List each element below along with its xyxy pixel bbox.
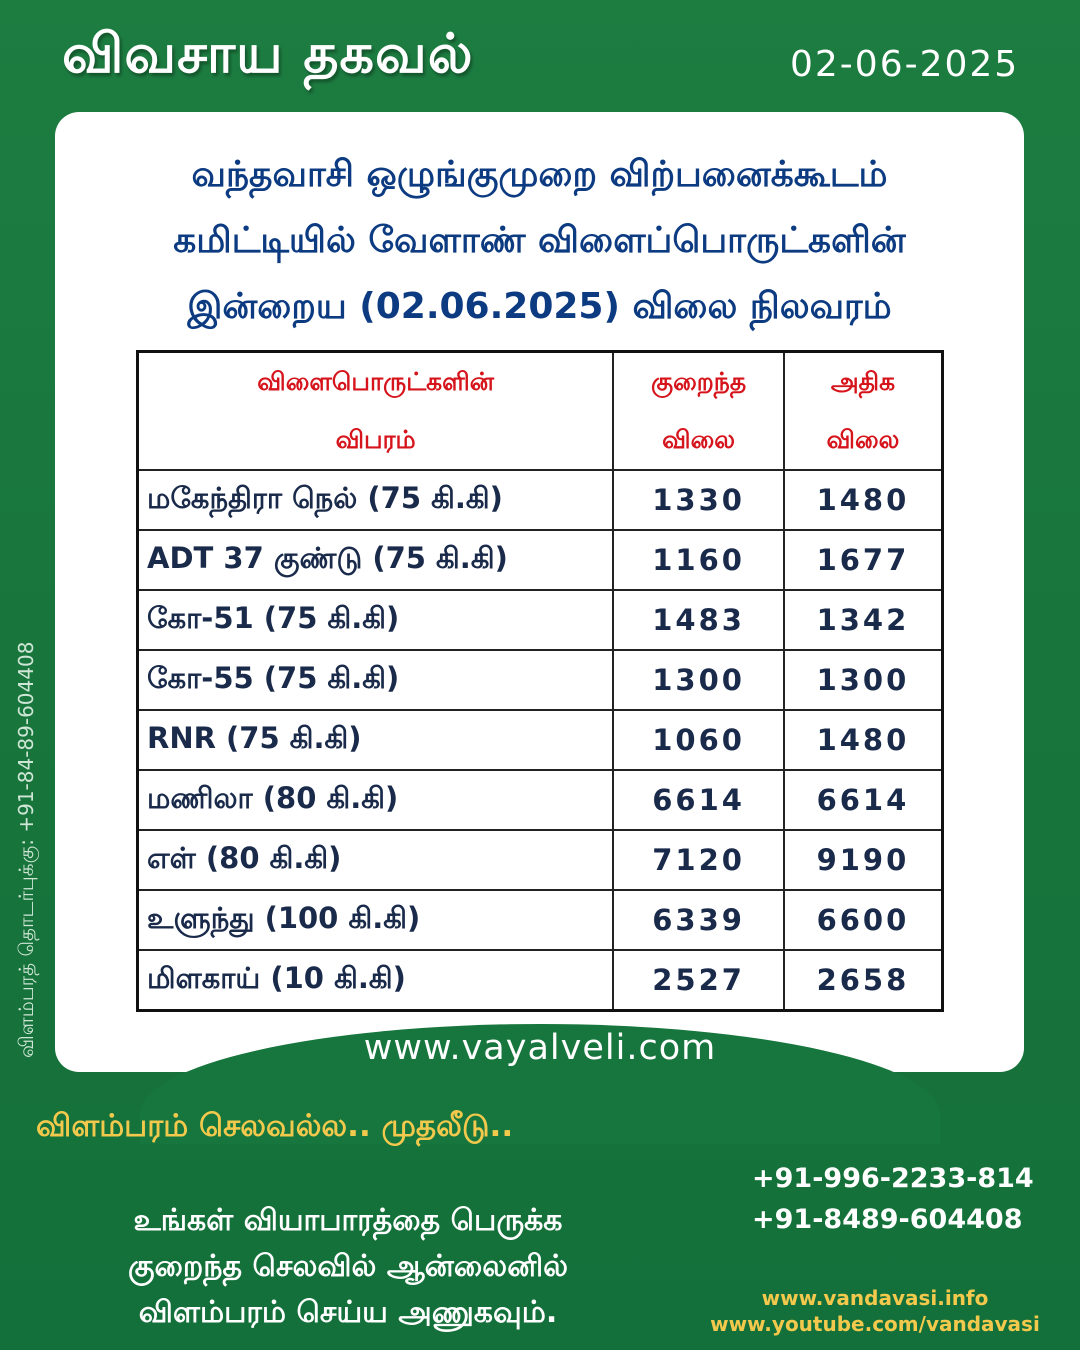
footer-link-site[interactable]: www.vandavasi.info <box>761 1286 989 1310</box>
max-price: 1677 <box>784 530 943 590</box>
price-card <box>55 112 1024 1072</box>
table-row <box>138 530 943 590</box>
min-price: 7120 <box>613 830 784 890</box>
max-price: 2658 <box>784 950 943 1011</box>
product-name: எள் (80 கி.கி) <box>138 830 614 890</box>
table-row <box>138 950 943 1011</box>
table-row <box>138 890 943 950</box>
card-title-line: கமிட்டியில் வேளாண் விளைப்பொருட்களின் <box>173 220 906 261</box>
min-price: 1300 <box>613 650 784 710</box>
product-name: ADT 37 குண்டு (75 கி.கி) <box>138 530 614 590</box>
card-title <box>55 142 1024 340</box>
max-price: 6600 <box>784 890 943 950</box>
table-row <box>138 770 943 830</box>
min-price: 1483 <box>613 590 784 650</box>
table-row <box>138 590 943 650</box>
min-price: 6339 <box>613 890 784 950</box>
phone-numbers <box>752 1158 1034 1240</box>
max-price: 1480 <box>784 470 943 530</box>
product-name: கோ-51 (75 கி.கி) <box>138 590 614 650</box>
max-price: 1300 <box>784 650 943 710</box>
product-name: கோ-55 (75 கி.கி) <box>138 650 614 710</box>
table-row <box>138 830 943 890</box>
min-price: 6614 <box>613 770 784 830</box>
min-price: 1160 <box>613 530 784 590</box>
card-title-line: இன்றைய (02.06.2025) விலை நிலவரம் <box>187 286 892 327</box>
phone-number[interactable]: +91-996-2233-814 <box>752 1163 1034 1194</box>
min-price: 1060 <box>613 710 784 770</box>
product-name: மகேந்திரா நெல் (75 கி.கி) <box>138 470 614 530</box>
header-min-price: குறைந்த விலை <box>613 352 784 471</box>
phone-number[interactable]: +91-8489-604408 <box>752 1204 1023 1235</box>
ad-tagline: விளம்பரம் செலவல்ல.. முதலீடு.. <box>36 1108 514 1144</box>
ad-body-line: விளம்பரம் செய்ய அணுகவும். <box>138 1295 558 1330</box>
product-name: உளுந்து (100 கி.கி) <box>138 890 614 950</box>
ad-body-line: குறைந்த செலவில் ஆன்லைனில் <box>128 1249 568 1284</box>
footer-links <box>700 1285 1050 1337</box>
table-row <box>138 710 943 770</box>
max-price: 9190 <box>784 830 943 890</box>
min-price: 1330 <box>613 470 784 530</box>
footer-link-youtube[interactable]: www.youtube.com/vandavasi <box>710 1312 1040 1336</box>
side-contact-text: விளம்பரத் தொடர்புக்கு: +91-84-89-604408 <box>14 641 38 1058</box>
ad-body-line: உங்கள் வியாபாரத்தை பெருக்க <box>133 1203 563 1238</box>
header-max-price: அதிக விலை <box>784 352 943 471</box>
max-price: 6614 <box>784 770 943 830</box>
product-name: மணிலா (80 கி.கி) <box>138 770 614 830</box>
product-name: RNR (75 கி.கி) <box>138 710 614 770</box>
header-product: விளைபொருட்களின் விபரம் <box>138 352 614 471</box>
table-header-row <box>138 352 943 471</box>
table-row <box>138 650 943 710</box>
min-price: 2527 <box>613 950 784 1011</box>
price-table <box>136 350 944 1012</box>
ad-body <box>18 1198 678 1336</box>
card-title-line: வந்தவாசி ஒழுங்குமுறை விற்பனைக்கூடம் <box>191 154 888 195</box>
website-link[interactable]: www.vayalveli.com <box>363 1028 717 1068</box>
page-title: விவசாய தகவல் <box>62 22 474 85</box>
max-price: 1342 <box>784 590 943 650</box>
max-price: 1480 <box>784 710 943 770</box>
header-date: 02-06-2025 <box>790 44 1020 85</box>
table-row <box>138 470 943 530</box>
product-name: மிளகாய் (10 கி.கி) <box>138 950 614 1011</box>
